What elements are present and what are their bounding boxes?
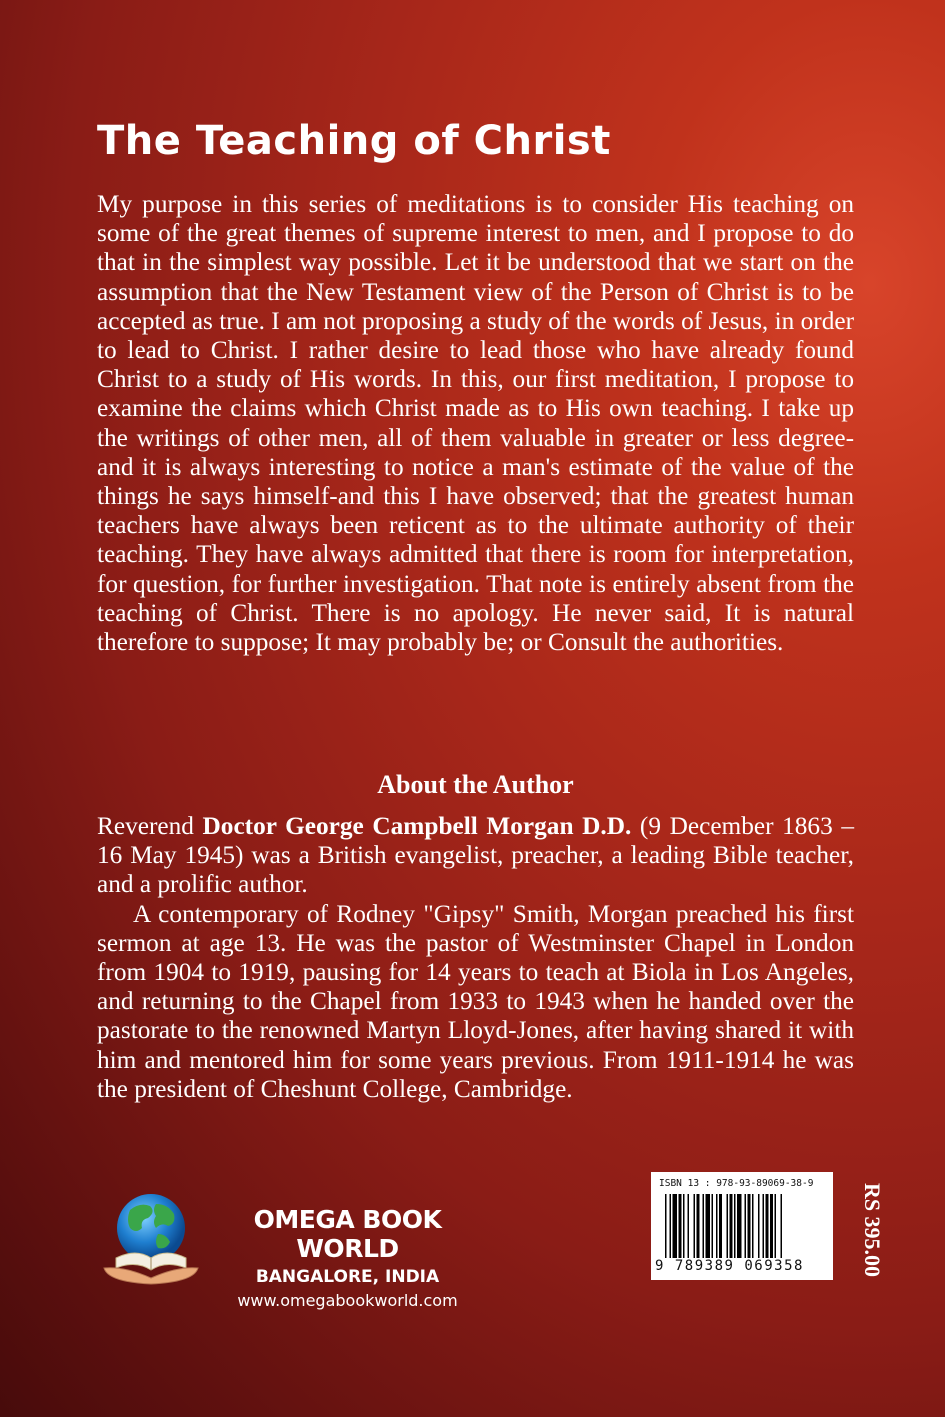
author-bio-paragraph-2: A contemporary of Rodney "Gipsy" Smith, Morgan preached his first sermon at age 13. He was the pastor of Westminster Chapel in London from 1904 to 1919, pausing for 14 years to teach at Biola in Los Angeles, and returning to the Chapel from 1933 to 1943 when he handed over the pastorate to the renowned Martyn Lloyd-Jones, after having shared it with him and mentored him for some years previous. From 1911-1914 he was the president of Cheshunt College, Cambridge. — [97, 899, 854, 1103]
bio-prefix: Reverend — [97, 812, 203, 840]
bio-dates: (9 December 1863 – 16 May 1945) was a British evangelist, preacher, a leading Bible teacher, and a prolific author. — [97, 812, 854, 899]
globe-book-hands-icon — [96, 1188, 206, 1288]
barcode-bars — [665, 1194, 825, 1258]
author-bio-paragraph-1 — [97, 812, 854, 900]
author-name: Doctor George Campbell Morgan D.D. — [202, 812, 632, 840]
publisher-city: BANGALORE, INDIA — [255, 1267, 440, 1287]
publisher-name: OMEGA BOOK WORLD — [253, 1205, 442, 1263]
book-description: My purpose in this series of meditations is to consider His teaching on some of the great themes of supreme interest to men, and I propose to do that in the simplest way possible. Let it be understood that we start on the assumption that the New Testament view of the Person of Christ is to be accepted as true. I am not proposing a study of the words of Jesus, in order to lead to Christ. I rather desire to lead those who have already found Christ to a study of His words. In this, our first meditation, I propose to examine the claims which Christ made as to His own teaching. I take up the writings of other men, all of them valuable in greater or less degree-and it is always interesting to notice a man's estimate of the value of the things he says himself-and this I have observed; that the greatest human teachers have always been reticent as to the ultimate authority of their teaching. They have always admitted that there is room for interpretation, for question, for further investigation. That note is entirely absent from the teaching of Christ. There is no apology. He never said, It is natural therefore to suppose; It may probably be; or Consult the authorities. — [97, 190, 854, 657]
barcode-number: 9 789389 069358 — [655, 1258, 804, 1274]
publisher-block — [205, 1205, 490, 1310]
about-author-heading: About the Author — [377, 770, 574, 799]
publisher-url: www.omegabookworld.com — [237, 1291, 458, 1310]
price-label: RS 395.00 — [860, 1182, 885, 1278]
isbn-barcode — [651, 1172, 833, 1280]
isbn-label: ISBN 13 : 978-93-89069-38-9 — [659, 1178, 814, 1189]
author-bio — [97, 812, 854, 1104]
book-title: The Teaching of Christ — [97, 118, 611, 164]
